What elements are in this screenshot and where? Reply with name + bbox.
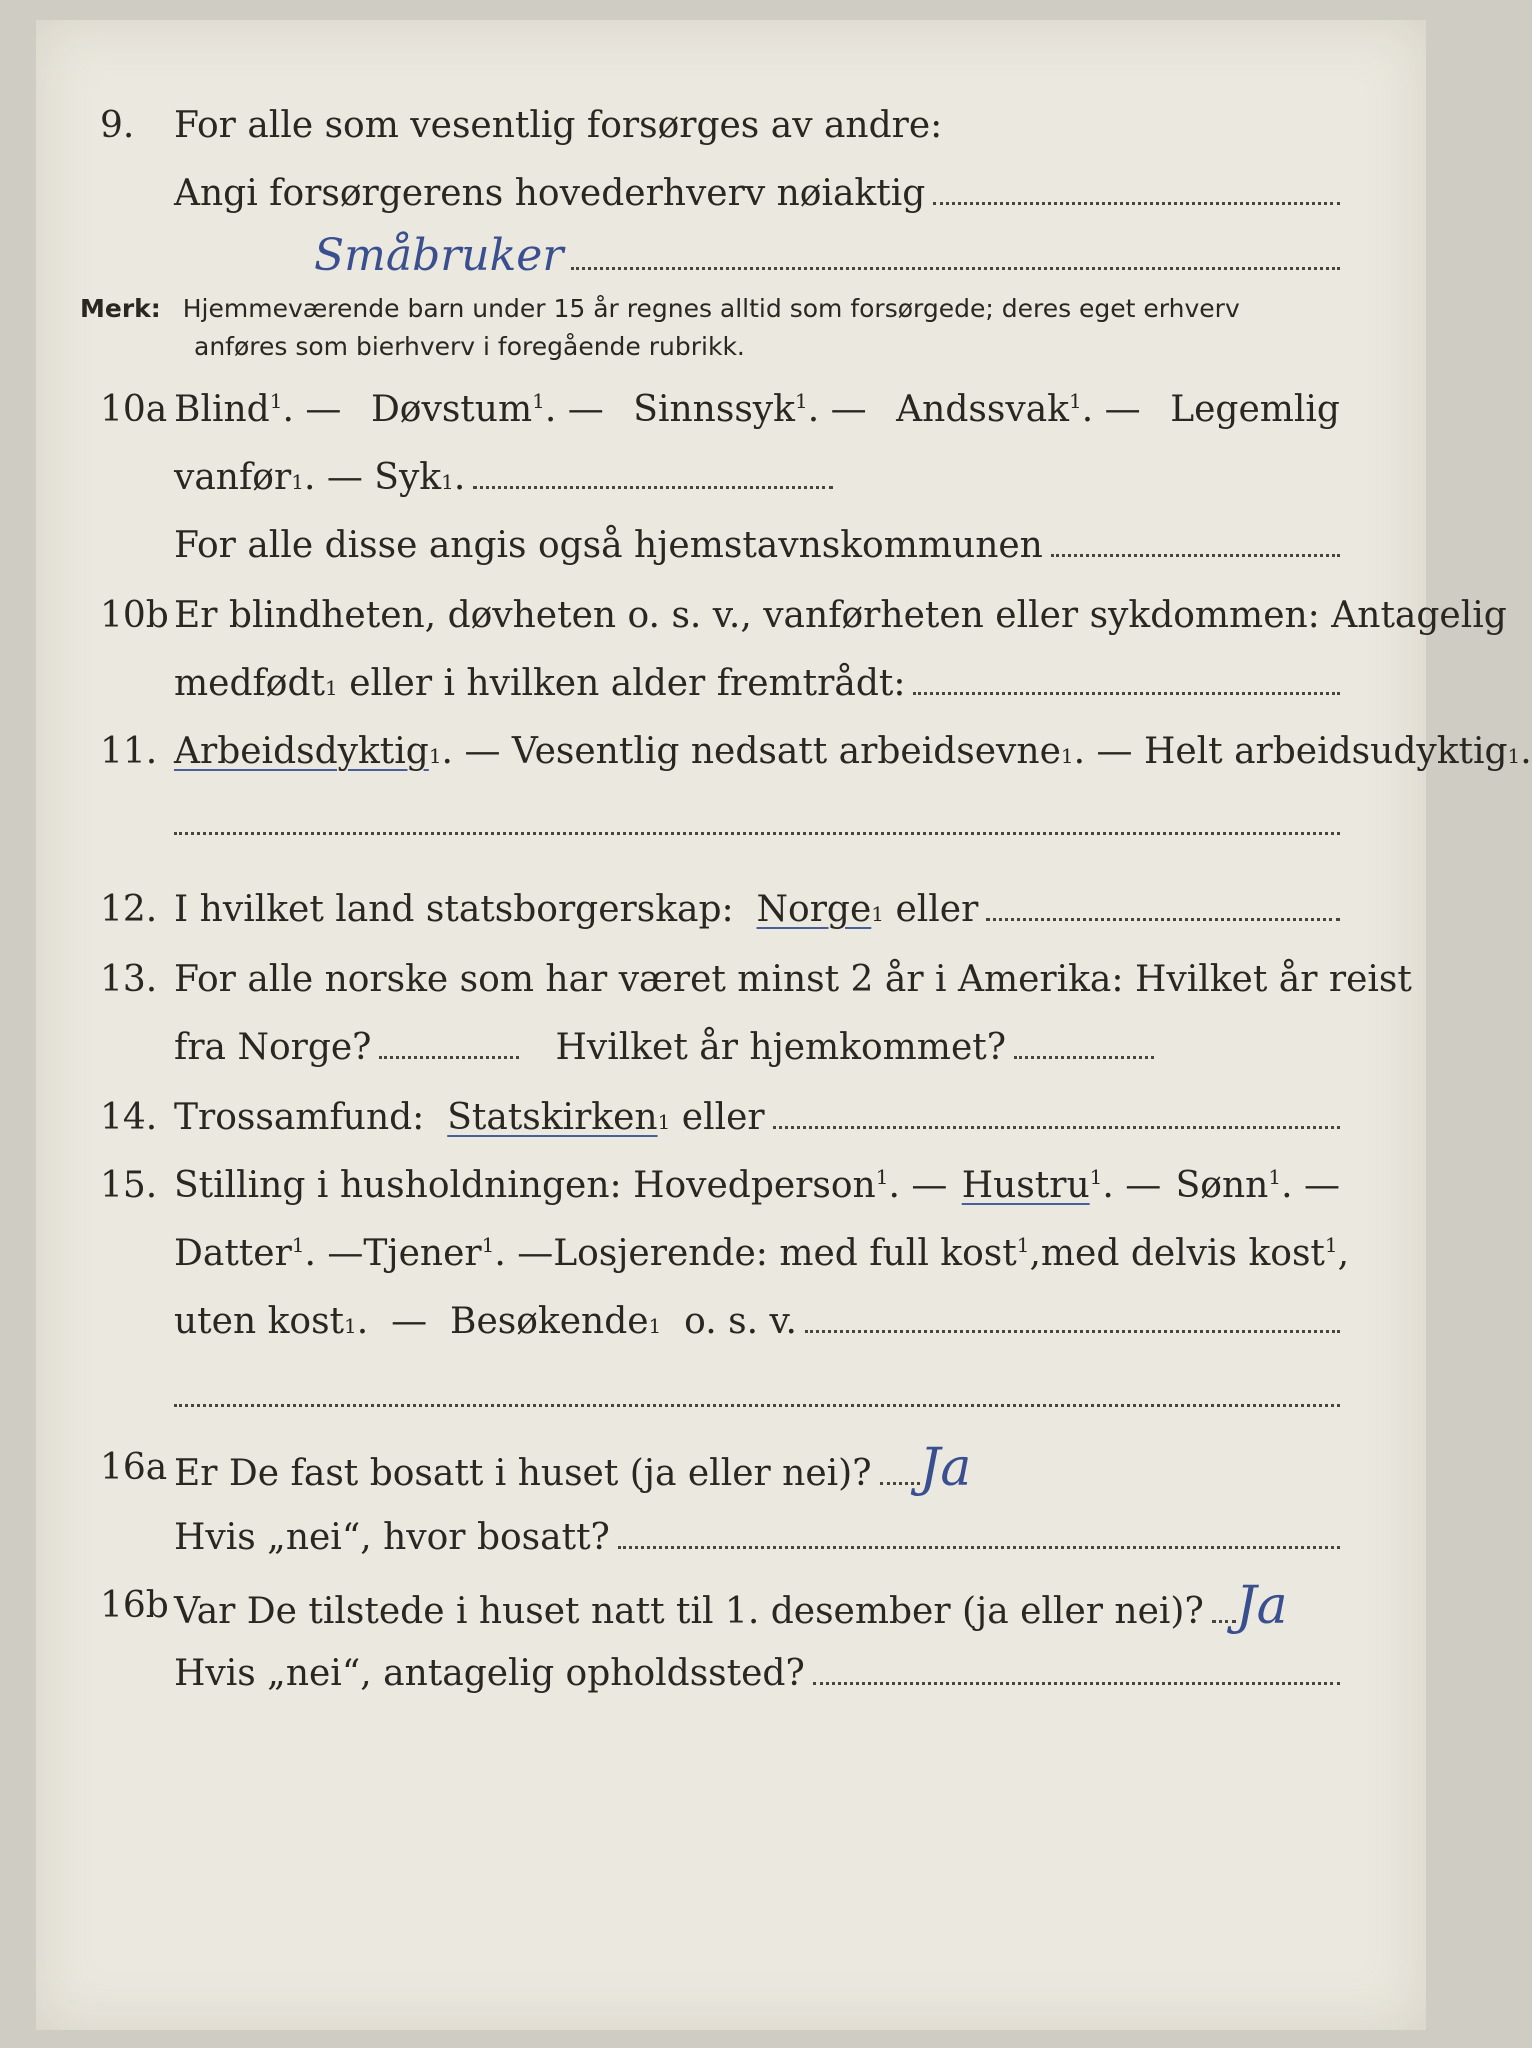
q16b-lead (1212, 1620, 1236, 1623)
q16a-question: Er De fast bosatt i huset (ja eller nei)? (174, 1453, 872, 1494)
q10a-number: 10a (100, 389, 168, 430)
q10b-fill-line (913, 692, 1340, 695)
q15-datter: Datter (174, 1233, 292, 1274)
q10a-vanfor: vanfør (174, 457, 292, 498)
census-form-page: 9. For alle som vesentlig forsørges av andre: Angi forsørgerens hovederhverv nøiaktig Småbruker Merk: Hjemmeværende barn under 15 år regnes alltid som forsørgede; deres eget erhverv anføres som bierhverv i foregående rubrikk. 10a Blind$^1$. — Døvstum$^1$. — Sinnssyk$^1$. — Andssvak$^1$. — Legemlig vanfør 1 . — Syk 1 . For alle disse angis også hjemstavnskommunen 10b Er blindheten, døvheten o. s. v., vanførheten eller sykdommen: Antagelig medfødt 1 eller i hvilken alder fremtrådt: 11. Arbeidsdyktig 1 . — Vesentlig nedsatt arbeidsevne 1 . — Helt arbeidsudyktig 1 . 12. I hvilket land statsborgerskap: Norge 1 eller 13. For alle norske som har været minst 2 år i Amerika: Hvilket år reist fra Norge? Hvilket år hjemkommet? 14. Trossamfund: Statskirken 1 eller 15. Stilling i husholdningen: Hovedperson$^1$. — Hustru$^1$. — Sønn$^1$. — Datter$^1$. — Tjener$^1$. — Losjerende: med full kost$^1$, med delvis kost$^1$, uten kost 1 . — Besøkende 1 o. s. v. 16a Er De fast bosatt i huset (ja eller nei)? Ja Hvis „nei“, hvor bosatt? 16b Var De tilstede i huset natt til 1. desember (ja eller nei)? Ja Hvis „nei“, antagelig opholdssted? (36, 20, 1426, 2030)
footnote-mark: 1 (481, 1233, 495, 1257)
dash: — (327, 1233, 364, 1274)
q15-osv: o. s. v. (684, 1301, 797, 1342)
footnote-mark: 1 (1324, 1233, 1338, 1257)
q12-fill-line (986, 918, 1340, 921)
q10a-legemlig: Legemlig (1170, 389, 1340, 430)
q16a-answer: Ja (919, 1438, 972, 1498)
q13-hjemkommet: Hvilket år hjemkommet? (555, 1027, 1007, 1068)
footnote-mark: 1 (532, 389, 545, 413)
q13-hjemkommet-line (1014, 1056, 1154, 1059)
q10a-blind: Blind (174, 389, 270, 430)
q15-number: 15. (100, 1165, 158, 1206)
q15-besokende: Besøkende (449, 1301, 649, 1342)
dash: — (391, 1301, 428, 1342)
dot: . (1520, 731, 1532, 772)
q11-arbeidsdyktig: Arbeidsdyktig (174, 731, 429, 772)
q10a-dovstum: Døvstum (370, 389, 533, 430)
q9-line2: Angi forsørgerens hovederhverv nøiaktig (174, 173, 926, 214)
q10b-line1: Er blindheten, døvheten o. s. v., vanførheten eller sykdommen: Antagelig (174, 595, 1507, 636)
q9-answer-line (571, 267, 1340, 270)
q15-hustru: Hustru (961, 1165, 1090, 1206)
dash: — (567, 389, 604, 430)
q15-tjener: Tjener (363, 1233, 482, 1274)
q13-reist-line (379, 1056, 519, 1059)
q16b-question: Var De tilstede i huset natt til 1. desember (ja eller nei)? (174, 1591, 1204, 1632)
q15-extra-line (174, 1404, 1340, 1407)
q11-udyktig: Helt arbeidsudyktig (1143, 731, 1508, 772)
dash: — (1096, 731, 1133, 772)
q14-statskirken: Statskirken (447, 1097, 658, 1138)
dash: — (517, 1233, 554, 1274)
q16a-hvis-nei: Hvis „nei“, hvor bosatt? (174, 1517, 610, 1558)
merk-label: Merk: (80, 294, 161, 323)
merk-note (80, 290, 1240, 328)
q12-text: I hvilket land statsborgerskap: (174, 889, 734, 930)
q10b-number: 10b (100, 595, 169, 636)
footnote-mark: 1 (794, 389, 808, 413)
dash: — (326, 457, 363, 498)
q11-number: 11. (100, 731, 158, 772)
dash: — (1125, 1165, 1162, 1206)
q12-eller: eller (895, 889, 979, 930)
footnote-mark: 1 (1268, 1165, 1282, 1189)
q15-losjerende-full: Losjerende: med full kost (553, 1233, 1017, 1274)
q10a-andssvak: Andssvak (896, 389, 1069, 430)
merk-line1: Hjemmeværende barn under 15 år regnes alltid som forsørgede; deres eget erhverv (182, 294, 1240, 323)
q16a-lead (880, 1482, 920, 1485)
dot: . (453, 457, 466, 498)
q15-uten-kost: uten kost (174, 1301, 345, 1342)
q10a-syk-line (473, 486, 833, 489)
q13-fra-norge: fra Norge? (174, 1027, 372, 1068)
q16b-answer: Ja (1235, 1576, 1288, 1636)
q9-answer: Småbruker (314, 230, 564, 281)
footnote-mark: 1 (1016, 1233, 1030, 1257)
dash: — (464, 731, 501, 772)
q9-number: 9. (100, 105, 135, 146)
q10b-medfodt: medfødt (174, 663, 325, 704)
dash: — (1104, 389, 1141, 430)
q10a-syk: Syk (374, 457, 442, 498)
q16b-number: 16b (100, 1585, 169, 1626)
q15-fill-line (805, 1330, 1340, 1333)
footnote-mark: 1 (291, 1233, 305, 1257)
q11-nedsatt: Vesentlig nedsatt arbeidsevne (511, 731, 1061, 772)
q10a-hjemstavn: For alle disse angis også hjemstavnskommunen (174, 525, 1043, 566)
merk-note-2 (194, 328, 745, 366)
dash: — (830, 389, 867, 430)
q13-line1: For alle norske som har været minst 2 år i Amerika: Hvilket år reist (174, 959, 1412, 1000)
footnote-mark: 1 (1089, 1165, 1103, 1189)
footnote-mark: 1 (1068, 389, 1082, 413)
merk-line2: anføres som bierhverv i foregående rubrikk. (194, 332, 745, 361)
footnote-mark: 1 (269, 389, 283, 413)
q12-norge: Norge (756, 889, 872, 930)
q14-text: Trossamfund: (174, 1097, 425, 1138)
dash: — (911, 1165, 948, 1206)
q16a-number: 16a (100, 1447, 168, 1488)
q12-number: 12. (100, 889, 158, 930)
footnote-mark: 1 (875, 1165, 889, 1189)
q16a-fill-line (618, 1546, 1340, 1549)
q15-hovedperson: Stilling i husholdningen: Hovedperson (174, 1165, 876, 1206)
q14-fill-line (773, 1126, 1340, 1129)
q15-sonn: Sønn (1175, 1165, 1269, 1206)
q10a-hjemstavn-line (1051, 554, 1340, 557)
q9-fill-line (933, 202, 1340, 205)
q10a-sinnssyk: Sinnssyk (633, 389, 795, 430)
q16b-fill-line (813, 1682, 1340, 1685)
q10b-line2: eller i hvilken alder fremtrådt: (349, 663, 906, 704)
q16b-hvis-nei: Hvis „nei“, antagelig opholdssted? (174, 1653, 805, 1694)
q15-delvis: med delvis kost (1040, 1233, 1325, 1274)
q14-eller: eller (681, 1097, 765, 1138)
dash: — (305, 389, 342, 430)
dash: — (1303, 1165, 1340, 1206)
q9-line1: For alle som vesentlig forsørges av andre: (174, 105, 943, 146)
q11-fill-line (174, 832, 1340, 835)
q14-number: 14. (100, 1097, 158, 1138)
q13-number: 13. (100, 959, 158, 1000)
